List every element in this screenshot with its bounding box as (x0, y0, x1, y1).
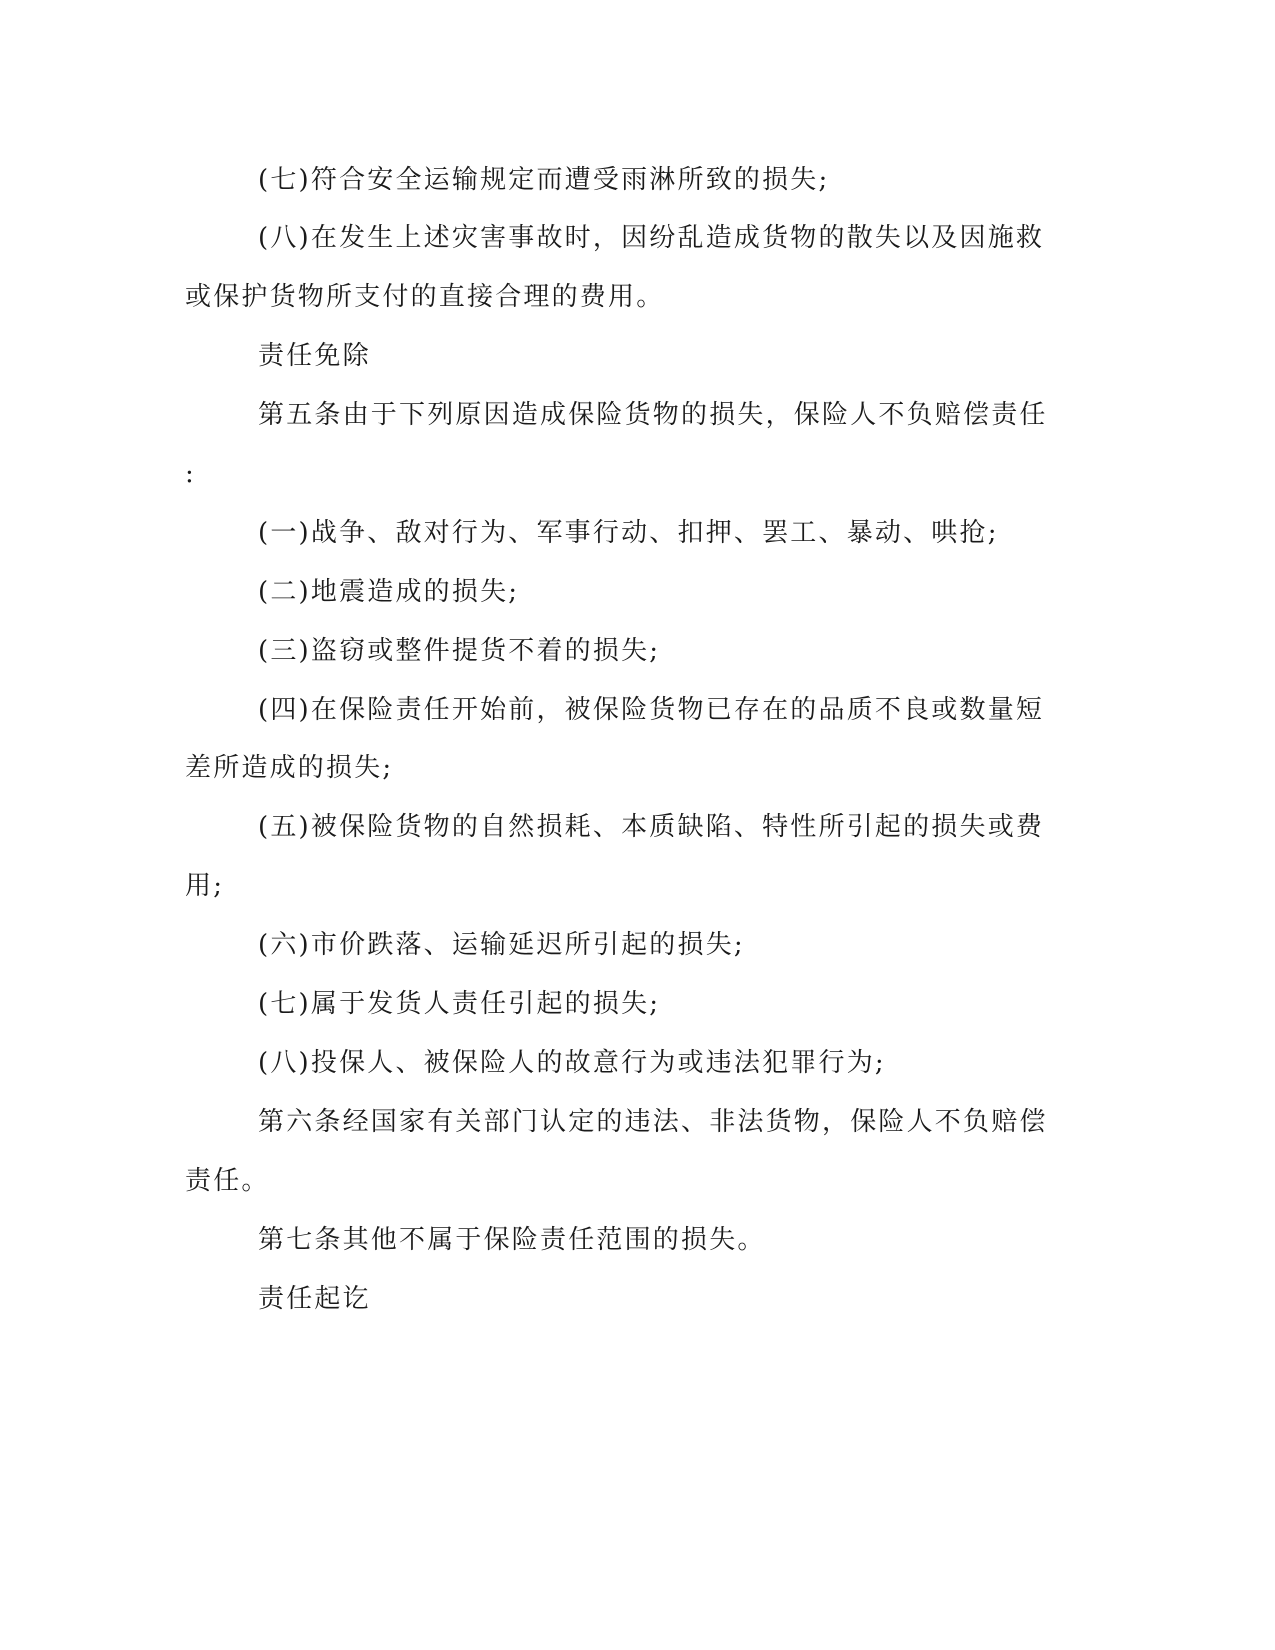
exclusion-6-market-delay: (六)市价跌落、运输延迟所引起的损失; (258, 930, 745, 960)
article-7: 第七条其他不属于保险责任范围的损失。 (258, 1225, 766, 1255)
article-6-line-1: 第六条经国家有关部门认定的违法、非法货物，保险人不负赔偿 (258, 1107, 1048, 1137)
exclusion-8-intentional-acts: (八)投保人、被保险人的故意行为或违法犯罪行为; (258, 1048, 886, 1078)
article-5-intro-line-1: 第五条由于下列原因造成保险货物的损失，保险人不负赔偿责任 (258, 400, 1048, 430)
clause-8-rescue-costs-line-1: (八)在发生上述灾害事故时，因纷乱造成货物的散失以及因施救 (258, 223, 1045, 253)
section-heading-coverage-period: 责任起讫 (258, 1284, 371, 1314)
exclusion-3-theft: (三)盗窃或整件提货不着的损失; (258, 636, 661, 666)
exclusion-5-natural-loss-line-2: 用; (185, 871, 225, 901)
exclusion-4-quality-line-2: 差所造成的损失; (185, 753, 394, 783)
clause-7-rain-damage: (七)符合安全运输规定而遭受雨淋所致的损失; (258, 165, 830, 195)
article-6-line-2: 责任。 (185, 1166, 270, 1196)
section-heading-exclusions: 责任免除 (258, 341, 371, 371)
article-5-intro-line-2: : (185, 459, 196, 489)
exclusion-2-earthquake: (二)地震造成的损失; (258, 577, 520, 607)
exclusion-7-shipper-fault: (七)属于发货人责任引起的损失; (258, 989, 661, 1019)
clause-8-rescue-costs-line-2: 或保护货物所支付的直接合理的费用。 (185, 282, 665, 312)
exclusion-1-war: (一)战争、敌对行为、军事行动、扣押、罢工、暴动、哄抢; (258, 518, 999, 548)
exclusion-4-quality-line-1: (四)在保险责任开始前，被保险货物已存在的品质不良或数量短 (258, 695, 1045, 725)
exclusion-5-natural-loss-line-1: (五)被保险货物的自然损耗、本质缺陷、特性所引起的损失或费 (258, 812, 1045, 842)
